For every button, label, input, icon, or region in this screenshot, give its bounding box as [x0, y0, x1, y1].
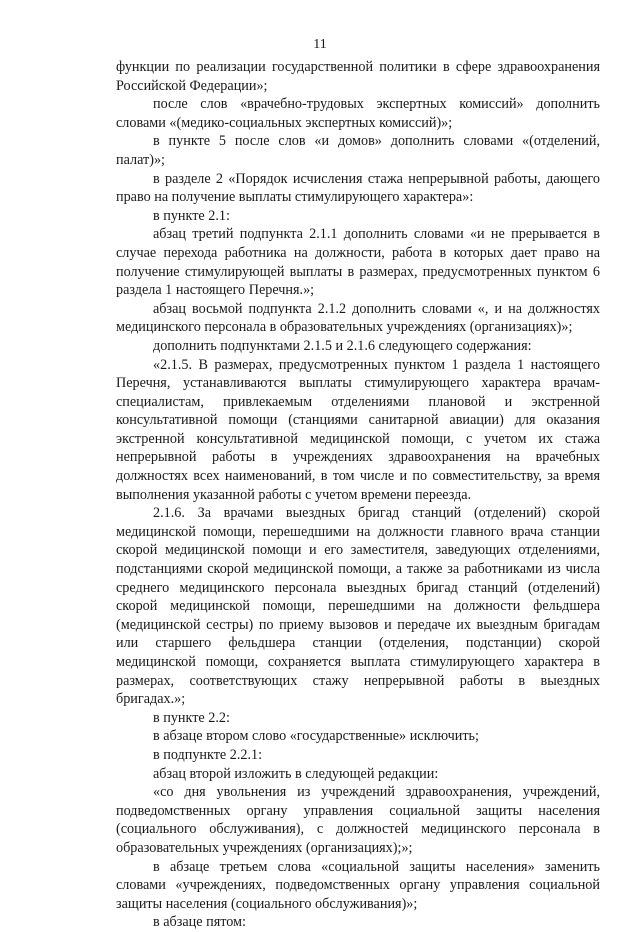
paragraph: в абзаце втором слово «государственные» исключить;: [153, 728, 479, 745]
page-number: 11: [313, 37, 327, 52]
paragraph: абзац третий подпункта 2.1.1 дополнить словами «и не прерывается в случае перехода работника на должности, работа в которых дает право на получение стимулирующей выплаты в размерах, предусмотренных пунктом 6 раздела 1 настоящего Перечня.»;: [116, 226, 600, 299]
paragraph: в пункте 2.2:: [153, 709, 230, 726]
paragraph: абзац восьмой подпункта 2.1.2 дополнить словами «, и на должностях медицинского персонала в образовательных учреждениях (организациях)»;: [116, 300, 600, 336]
document-body: [116, 58, 600, 932]
paragraph: после слов «врачебно-трудовых экспертных комиссий» дополнить словами «(медико-социальных экспертных комиссий)»;: [116, 96, 600, 131]
paragraph: «со дня увольнения из учреждений здравоохранения, учреждений, подведомственных органу управления социальной защиты населения (социального обслуживания), с должностей медицинского персонала в образовательных учреждениях (организациях);»;: [116, 784, 600, 856]
paragraph: в абзаце третьем слова «социальной защиты населения» заменить словами «учреждениях, подведомственных органу управления социальной защиты населения (социального обслуживания)»;: [116, 858, 600, 912]
paragraph: функции по реализации государственной политики в сфере здравоохранения Российской Федерации»;: [116, 59, 600, 94]
paragraph: в пункте 5 после слов «и домов» дополнить словами «(отделений, палат)»;: [116, 133, 600, 168]
paragraph: в пункте 2.1:: [153, 207, 230, 224]
paragraph: в абзаце пятом:: [153, 914, 246, 931]
paragraph: в подпункте 2.2.1:: [153, 746, 263, 763]
paragraph: «2.1.5. В размерах, предусмотренных пунктом 1 раздела 1 настоящего Перечня, устанавливаются выплаты стимулирующего характера врачам-специалистам, привлекаемым отделениями плановой и экстренной консультативной помощи (станциями санитарной авиации) для оказания экстренной консультативной медицинской помощи, с учетом их стажа непрерывной работы в учреждениях здравоохранения на врачебных должностях всех наименований, в том числе и по совместительству, за время выполнения указанной работы с учетом времени переезда.: [116, 356, 600, 503]
paragraph: дополнить подпунктами 2.1.5 и 2.1.6 следующего содержания:: [153, 337, 532, 354]
paragraph: 2.1.6. За врачами выездных бригад станций (отделений) скорой медицинской помощи, перешедшими на должности главного врача станции скорой медицинской помощи и его заместителя, заведующих отделениями, подстанциями скорой медицинской помощи, а также за работниками из числа среднего медицинского персонала выездных бригад станций (отделений) скорой медицинской помощи, перешедшими на должности фельдшера (медицинской сестры) по приему вызовов и передаче их выездным бригадам или старшего фельдшера станции (отделения, подстанции) скорой медицинской помощи, сохраняется выплата стимулирующего характера в размерах, соответствующих стажу непрерывной работы в выездных бригадах.»;: [116, 505, 600, 708]
paragraph: в разделе 2 «Порядок исчисления стажа непрерывной работы, дающего право на получение выплаты стимулирующего характера»:: [116, 170, 600, 206]
paragraph: абзац второй изложить в следующей редакции:: [153, 765, 439, 782]
